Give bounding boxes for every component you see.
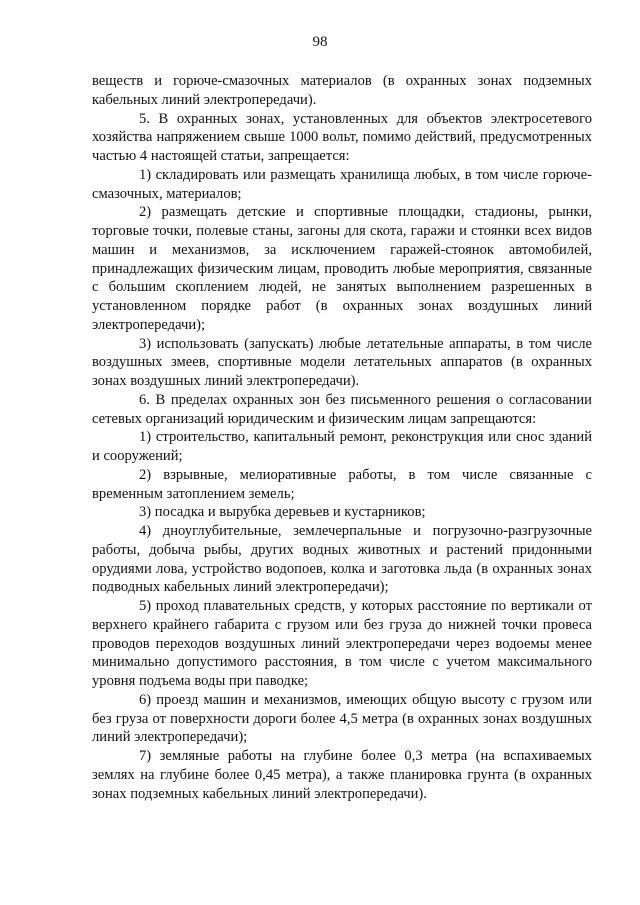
page-number: 98 [312, 34, 328, 50]
paragraph-item-5-1: 1) складировать или размещать хранилища любых, в том числе горюче-смазочных, материалов; [92, 166, 592, 202]
paragraph-item-5-3: 3) использовать (запускать) любые летательные аппараты, в том числе воздушных змеев, спортивные модели летательных аппаратов (в охранных зонах воздушных линий электропередачи). [92, 335, 592, 389]
paragraph-item-6-3: 3) посадка и вырубка деревьев и кустарников; [139, 504, 426, 521]
paragraph-item-6-1: 1) строительство, капитальный ремонт, реконструкция или снос зданий и сооружений; [92, 429, 592, 464]
paragraph-clause-5: 5. В охранных зонах, установленных для объектов электросетевого хозяйства напряжением свыше 1000 вольт, помимо действий, предусмотренных частью 4 настоящей статьи, запрещается: [92, 110, 592, 164]
paragraph-item-6-2: 2) взрывные, мелиоративные работы, в том числе связанные с временным затоплением земель; [92, 466, 592, 502]
paragraph-item-6-5: 5) проход плавательных средств, у которых расстояние по вертикали от верхнего крайнего габарита с грузом или без груза до нижней точки провеса проводов переходов воздушных линий электропередачи через водоемы менее минимально допустимого расстояния, в том числе с учетом максимального уровня подъема воды при паводке; [92, 598, 592, 689]
paragraph-continuation: веществ и горюче-смазочных материалов (в охранных зонах подземных кабельных линий электропередачи). [92, 73, 592, 108]
paragraph-item-6-6: 6) проезд машин и механизмов, имеющих общую высоту с грузом или без груза от поверхности дороги более 4,5 метра (в охранных зонах воздушных линий электропередачи); [92, 691, 592, 746]
paragraph-item-6-4: 4) дноуглубительные, землечерпальные и погрузочно-разгрузочные работы, добыча рыбы, других водных животных и растений придонными орудиями лова, устройство водопоев, колка и заготовка льда (в охранных зонах подводных кабельных линий электропередачи); [92, 523, 592, 596]
paragraph-item-5-2: 2) размещать детские и спортивные площадки, стадионы, рынки, торговые точки, полевые станы, загоны для скота, гаражи и стоянки всех видов машин и механизмов, за исключением гаражей-стоянок автомобилей, принадлежащих физическим лицам, проводить любые мероприятия, связанные с большим скоплением людей, не занятых выполнением разрешенных в установленном порядке работ (в охранных зонах воздушных линий электропередачи); [92, 204, 592, 333]
paragraph-clause-6: 6. В пределах охранных зон без письменного решения о согласовании сетевых организаций юридическим и физическим лицам запрещаются: [92, 391, 592, 427]
document-text [92, 72, 592, 803]
paragraph-item-6-7: 7) земляные работы на глубине более 0,3 метра (на вспахиваемых землях на глубине более 0,45 метра), а также планировка грунта (в охранных зонах подземных кабельных линий электропередачи). [92, 748, 592, 802]
